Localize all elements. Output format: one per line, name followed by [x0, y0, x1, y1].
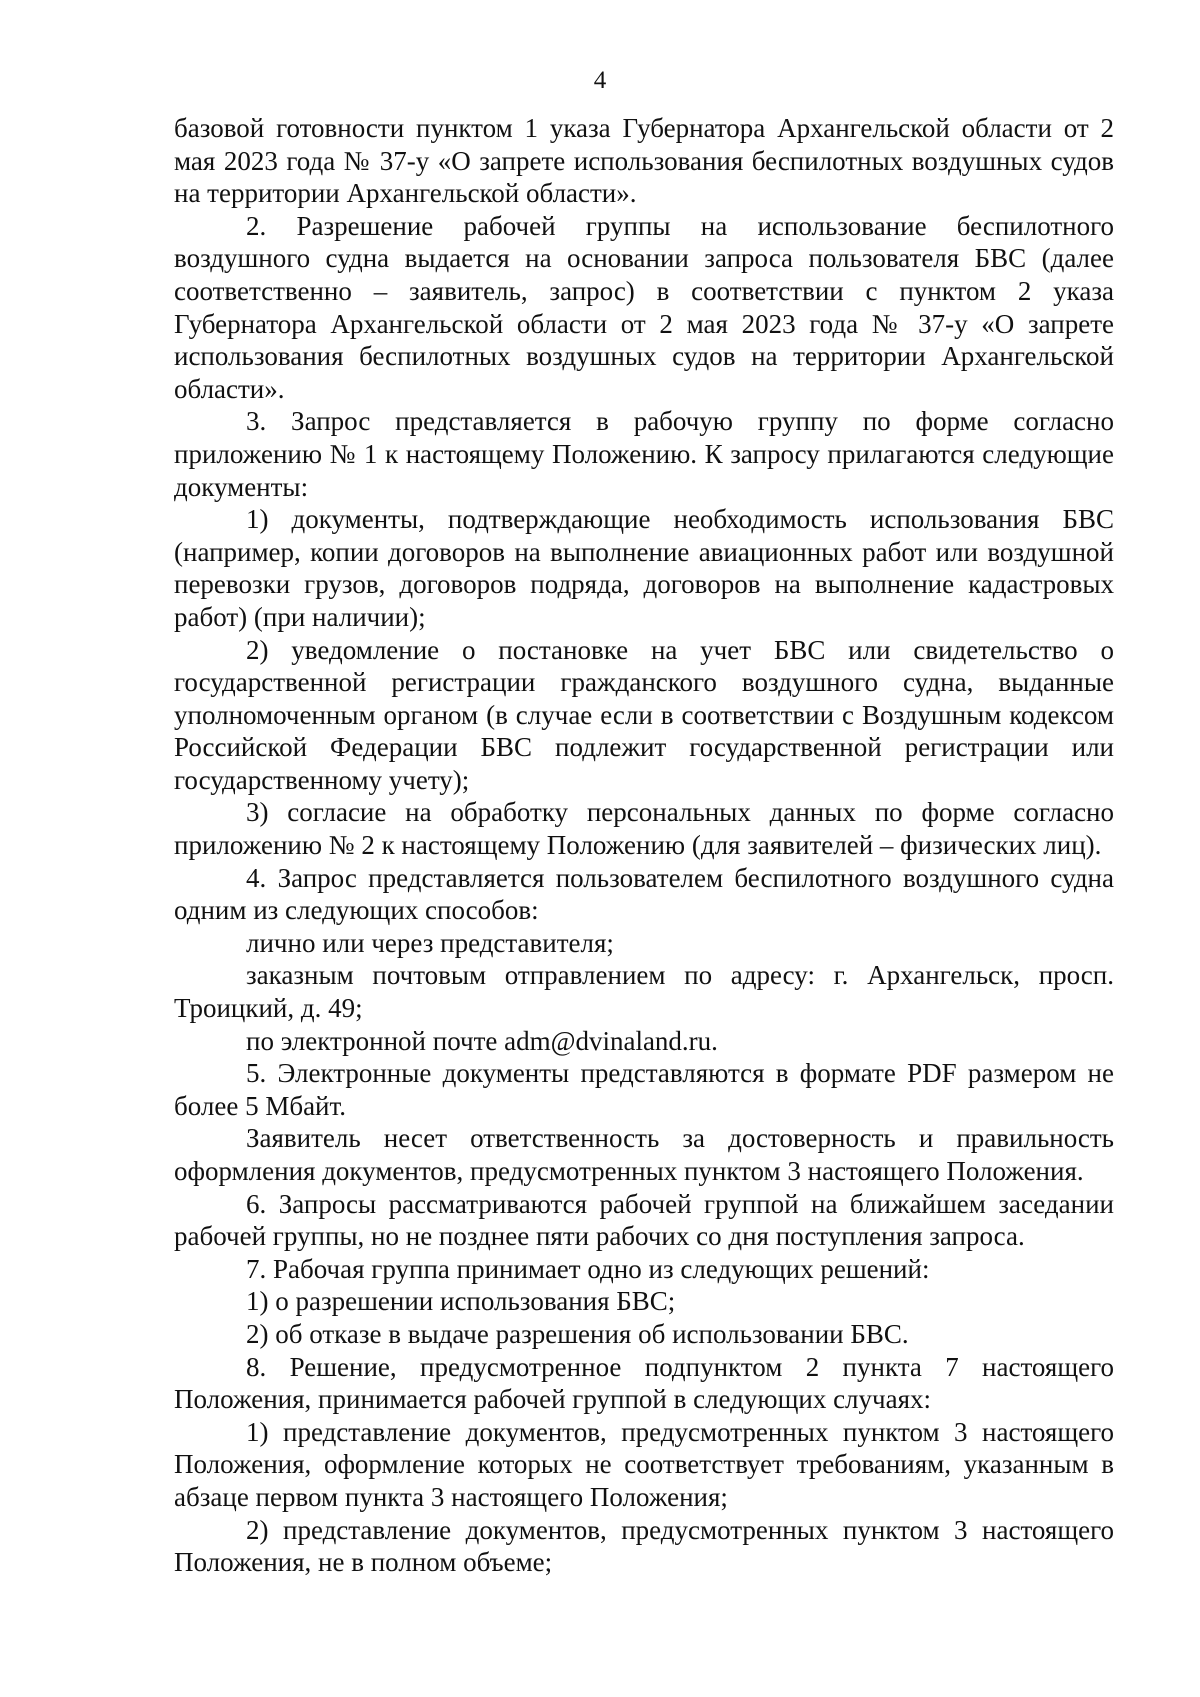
paragraph: Заявитель несет ответственность за достоверность и правильность оформления документов, предусмотренных пунктом 3 настоящего Положения. [174, 1123, 1114, 1186]
paragraph: 2) об отказе в выдаче разрешения об использовании БВС. [246, 1318, 909, 1349]
paragraph: 6. Запросы рассматриваются рабочей группой на ближайшем заседании рабочей группы, но не позднее пяти рабочих со дня поступления запроса. [174, 1188, 1114, 1252]
paragraph: 4. Запрос представляется пользователем беспилотного воздушного судна одним из следующих способов: [174, 862, 1114, 926]
paragraph: 7. Рабочая группа принимает одно из следующих решений: [246, 1253, 930, 1284]
paragraph: 2. Разрешение рабочей группы на использование беспилотного воздушного судна выдается на основании запроса пользователя БВС (далее соответственно – заявитель, запрос) в соответствии с пунктом 2 указа Губернатора Архангельской области от 2 мая 2023 года № 37-у «О запрете использования беспилотных воздушных судов на территории Архангельской области». [174, 210, 1114, 404]
paragraph: 5. Электронные документы представляются в формате PDF размером не более 5 Мбайт. [174, 1058, 1114, 1121]
paragraph: базовой готовности пунктом 1 указа Губернатора Архангельской области от 2 мая 2023 года № 37-у «О запрете использования беспилотных воздушных судов на территории Архангельской области». [174, 113, 1114, 209]
paragraph: 1) представление документов, предусмотренных пунктом 3 настоящего Положения, оформление которых не соответствует требованиям, указанным в абзаце первом пункта 3 настоящего Положения; [174, 1416, 1114, 1512]
document-body [174, 112, 1114, 1579]
paragraph: заказным почтовым отправлением по адресу: г. Архангельск, просп. Троицкий, д. 49; [174, 960, 1114, 1024]
paragraph: по электронной почте adm@dvinaland.ru. [246, 1025, 718, 1056]
paragraph: 8. Решение, предусмотренное подпунктом 2 пункта 7 настоящего Положения, принимается рабочей группой в следующих случаях: [174, 1351, 1114, 1415]
paragraph: 2) представление документов, предусмотренных пунктом 3 настоящего Положения, не в полном объеме; [174, 1514, 1114, 1578]
paragraph: 2) уведомление о постановке на учет БВС или свидетельство о государственной регистрации гражданского воздушного судна, выданные уполномоченным органом (в случае если в соответствии с Воздушным кодексом Российской Федерации БВС подлежит государственной регистрации или государственному учету); [174, 634, 1114, 795]
paragraph: лично или через представителя; [246, 927, 614, 958]
paragraph: 3. Запрос представляется в рабочую группу по форме согласно приложению № 1 к настоящему Положению. К запросу прилагаются следующие документы: [174, 406, 1114, 502]
paragraph: 3) согласие на обработку персональных данных по форме согласно приложению № 2 к настоящему Положению (для заявителей – физических лиц). [174, 797, 1114, 861]
page-number: 4 [593, 67, 607, 94]
paragraph: 1) о разрешении использования БВС; [246, 1286, 676, 1317]
paragraph: 1) документы, подтверждающие необходимость использования БВС (например, копии договоров на выполнение авиационных работ или воздушной перевозки грузов, договоров подряда, договоров на выполнение кадастровых работ) (при наличии); [174, 504, 1114, 632]
